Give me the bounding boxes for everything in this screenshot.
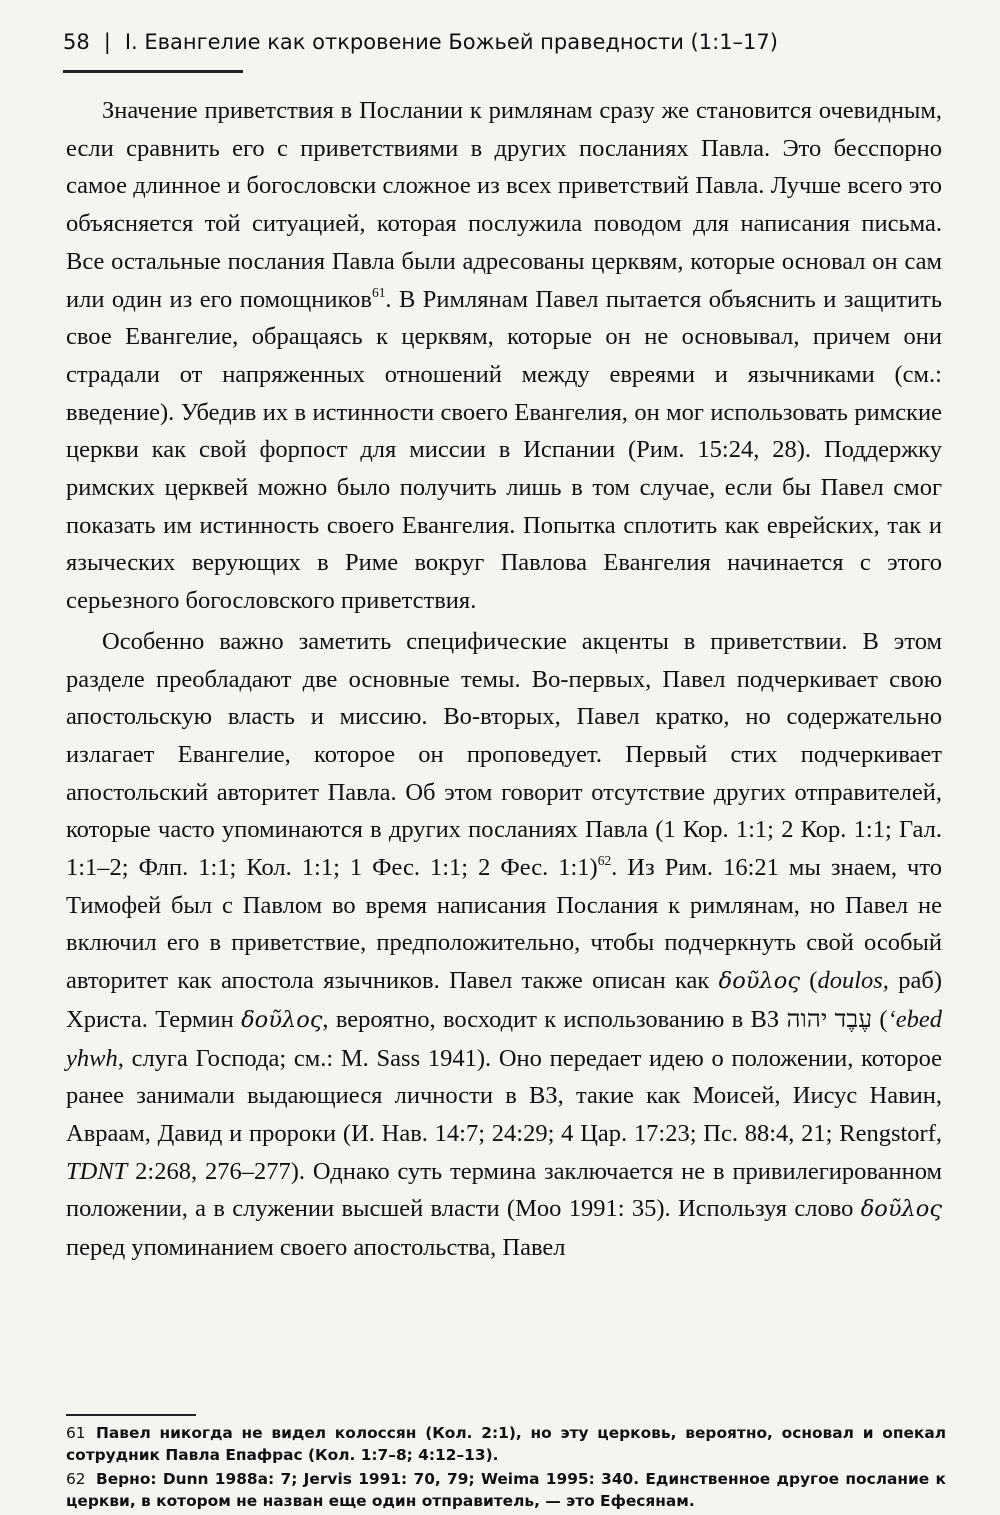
- footnote-text: Павел никогда не видел колоссян (Кол. 2:1), но эту церковь, вероятно, основал и опекал сотрудник Павла Епафрас (Кол. 1:7–8; 4:12–13).: [66, 1424, 946, 1464]
- greek-term: δοῦλος: [241, 1006, 323, 1033]
- greek-term: δοῦλος: [860, 1196, 942, 1223]
- section-title: I. Евангелие как откровение Божьей праведности (1:1–17): [124, 30, 778, 54]
- header-rule: [63, 70, 243, 73]
- footnote-text: Верно: Dunn 1988a: 7; Jervis 1991: 70, 79; Weima 1995: 340. Единственное другое послание к церкви, в котором не назван еще один отправитель, — это Ефесянам.: [66, 1470, 946, 1510]
- footnotes: [66, 1423, 946, 1515]
- text-run: . Из Рим. 16:21 мы знаем, что Тимофей был с Павлом во время написания Послания к римлянам, но Павел не включил его в приветствие, предположительно, чтобы подчеркнуть свой особый авторитет как апостола язычников. Павел также описан как: [66, 854, 942, 995]
- footnote-62: [66, 1469, 946, 1512]
- text-run: , вероятно, восходит к использованию в ВЗ: [322, 1005, 787, 1033]
- footnote-number: 61: [66, 1424, 86, 1442]
- text-run: Особенно важно заметить специфические акценты в приветствии. В этом разделе преобладают две основные темы. Во-первых, Павел подчеркивает свою апостольскую власть и миссию. Во-вторых, Павел кратко, но содержательно излагает Евангелие, которое он проповедует. Первый стих подчеркивает апостольский авторитет Павла. Об этом говорит отсутствие других отправителей, которые часто упоминаются в других посланиях Павла (1 Кор. 1:1; 2 Кор. 1:1; Гал. 1:1–2; Флп. 1:1; Кол. 1:1; 1 Фес. 1:1; 2 Фес. 1:1): [66, 627, 942, 882]
- text-run: Значение приветствия в Послании к римлянам сразу же становится очевидным, если сравнить его с приветствиями в других посланиях Павла. Это бесспорно самое длинное и богословски сложное из всех приветствий Павла. Лучше всего это объясняется той ситуацией, которая послужила поводом для написания письма. Все остальные послания Павла были адресованы церквям, которые основал он сам или один из его помощников: [66, 97, 942, 313]
- transliteration: doulos,: [817, 967, 889, 995]
- text-run: слуга Господа; см.: M. Sass 1941). Оно передает идею о положении, которое ранее занимали выдающиеся личности в ВЗ, такие как Моисей, Иисус Навин, Авраам, Давид и пророки (И. Нав. 14:7; 24:29; 4 Цар. 17:23; Пс. 88:4, 21; Rengstorf,: [66, 1044, 942, 1147]
- text-run: (: [799, 967, 818, 995]
- text-run: перед упоминанием своего апостольства, Павел: [66, 1234, 566, 1262]
- text-run: . В Римлянам Павел пытается объяснить и защитить свое Евангелие, обращаясь к церквям, которые он не основывал, причем они страдали от напряженных отношений между евреями и язычниками (см.: введение). Убедив их в истинности своего Евангелия, он мог использовать римские церкви как свой форпост для миссии в Испании (Рим. 15:24, 28). Поддержку римских церквей можно было получить лишь в том случае, если бы Павел смог показать им истинность своего Евангелия. Попытка сплотить как еврейских, так и языческих верующих в Риме вокруг Павлова Евангелия начинается с этого серьезного богословского приветствия.: [66, 285, 943, 615]
- footnote-ref-62[interactable]: 62: [597, 852, 612, 868]
- paragraph-2: [66, 623, 942, 1267]
- footnote-ref-61[interactable]: 61: [371, 284, 386, 300]
- footnote-rule: [66, 1414, 196, 1416]
- running-head: [63, 30, 778, 54]
- header-separator: |: [103, 30, 111, 54]
- greek-term: δοῦλος: [718, 968, 800, 995]
- hebrew-term: עֶבֶד יהוה: [786, 1005, 873, 1033]
- transliteration: ‘ebed yhwh,: [66, 1005, 942, 1072]
- footnote-number: 62: [66, 1470, 86, 1488]
- text-run: раб) Христа. Термин: [66, 967, 942, 1033]
- abbreviation: TDNT: [66, 1157, 128, 1185]
- paragraph-1: [66, 92, 942, 620]
- text-run: 2:268, 276–277). Однако суть термина заключается не в привилегированном положении, а в служении высшей власти (Moo 1991: 35). Используя слово: [66, 1157, 942, 1223]
- footnote-61: [66, 1423, 946, 1466]
- text-run: (: [872, 1005, 888, 1033]
- main-text: [66, 92, 942, 1267]
- page-number: 58: [63, 30, 90, 54]
